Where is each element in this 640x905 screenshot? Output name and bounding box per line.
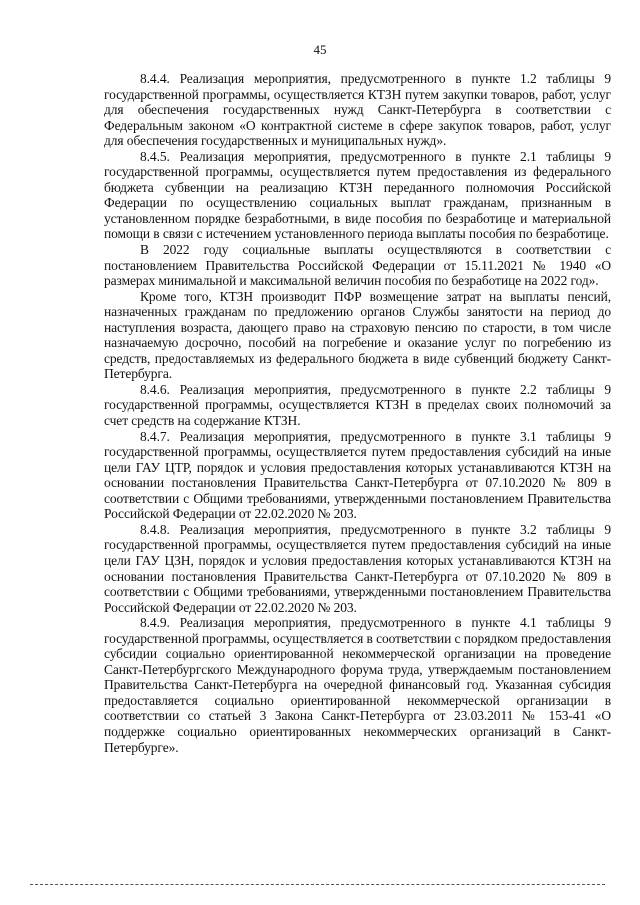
paragraph-8-4-8: 8.4.8. Реализация мероприятия, предусмотренного в пункте 3.2 таблицы 9 государственной программы, осуществляется путем предоставления субсидий на иные цели ГАУ ЦЗН, порядок и условия предоставления которых устанавливаются КТЗН на основании постановления Правительства Санкт-Петербурга от 07.10.2020 № 809 в соответствии с Общими требованиями, утвержденными постановлением Правительства Российской Федерации от 22.02.2020 № 203. [104,521,611,615]
document-body [104,71,611,755]
page-bottom-divider [30,884,605,885]
paragraph-8-4-6: 8.4.6. Реализация мероприятия, предусмотренного в пункте 2.2 таблицы 9 государственной программы, осуществляется КТЗН в пределах своих полномочий за счет средств на содержание КТЗН. [104,381,611,429]
paragraph-8-4-9: 8.4.9. Реализация мероприятия, предусмотренного в пункте 4.1 таблицы 9 государственной программы, осуществляется в соответствии с порядком предоставления субсидии социально ориентированной некоммерческой организации на проведение Санкт-Петербургского Международного форума труда, утверждаемым постановлением Правительства Санкт-Петербурга на очередной финансовый год. Указанная субсидия предоставляется социально ориентированной некоммерческой организации в соответствии со статьей 3 Закона Санкт-Петербурга от 23.03.2011 № 153-41 «О поддержке социально ориентированных некоммерческих организаций в Санкт-Петербурге». [104,615,611,755]
paragraph-8-4-4: 8.4.4. Реализация мероприятия, предусмотренного в пункте 1.2 таблицы 9 государственной программы, осуществляется КТЗН путем закупки товаров, работ, услуг для обеспечения государственных нужд Санкт-Петербурга в соответствии с Федеральным законом «О контрактной системе в сфере закупок товаров, работ, услуг для обеспечения государственных и муниципальных нужд». [104,71,611,149]
page-number: 45 [313,42,327,57]
paragraph-pfr-reimbursement: Кроме того, КТЗН производит ПФР возмещение затрат на выплаты пенсий, назначенных гражданам по предложению органов Службы занятости на период до наступления возраста, дающего право на страховую пенсию по старости, в том числе назначаемую досрочно, пособий на погребение и оказание услуг по погребению из средств, предоставляемых из федерального бюджета в виде субвенций бюджету Санкт-Петербурга. [104,288,611,382]
paragraph-8-4-7: 8.4.7. Реализация мероприятия, предусмотренного в пункте 3.1 таблицы 9 государственной программы, осуществляется путем предоставления субсидий на иные цели ГАУ ЦТР, порядок и условия предоставления которых устанавливаются КТЗН на основании постановления Правительства Санкт-Петербурга от 07.10.2020 № 809 в соответствии с Общими требованиями, утвержденными постановлением Правительства Российской Федерации от 22.02.2020 № 203. [104,428,611,522]
paragraph-2022-payments: В 2022 году социальные выплаты осуществляются в соответствии с постановлением Правительства Российской Федерации от 15.11.2021 № 1940 «О размерах минимальной и максимальной величин пособия по безработице на 2022 год». [104,242,611,289]
paragraph-8-4-5: 8.4.5. Реализация мероприятия, предусмотренного в пункте 2.1 таблицы 9 государственной программы, осуществляется путем предоставления из федерального бюджета субвенции на реализацию КТЗН переданного полномочия Российской Федерации по осуществлению социальных выплат гражданам, признанным в установленном порядке безработными, в виде пособия по безработице и материальной помощи в связи с истечением установленного периода выплаты пособия по безработице. [104,148,611,242]
